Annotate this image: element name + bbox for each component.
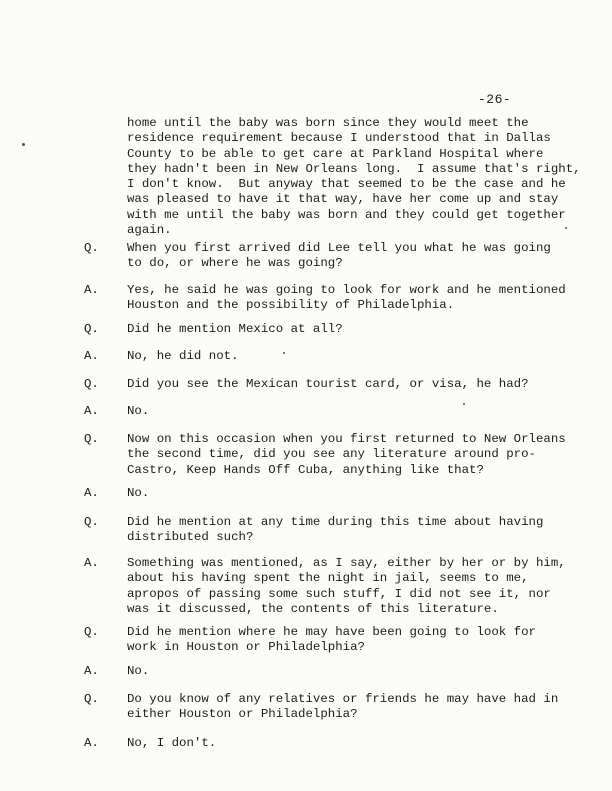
qa-text: Did you see the Mexican tourist card, or visa, he had? (127, 377, 529, 391)
qa-label: A. (84, 486, 99, 500)
qa-label: A. (84, 404, 99, 418)
qa-label: A. (84, 736, 99, 750)
scan-speck (565, 227, 567, 229)
qa-text: Did he mention at any time during this time about having distributed such? (127, 515, 544, 545)
qa-text: Do you know of any relatives or friends he may have had in either Houston or Philadelphia? (127, 692, 559, 722)
intro-line: home until the baby was born since they would meet the (127, 116, 529, 130)
qa-label: A. (84, 556, 99, 570)
qa-text: Now on this occasion when you first returned to New Orleans the second time, did you see any literature around pro- Castro, Keep Hands Off Cuba, anything like that? (127, 432, 566, 477)
intro-line: with me until the baby was born and they could get together (127, 207, 566, 222)
qa-label: Q. (84, 241, 99, 255)
qa-label: Q. (84, 625, 99, 639)
qa-label: A. (84, 349, 99, 363)
intro-line: I don't know. But anyway that seemed to be the case and he (127, 177, 566, 192)
qa-label: Q. (84, 322, 99, 336)
intro-line: County to be able to get care at Parkland Hospital where (127, 146, 544, 161)
qa-label: Q. (84, 515, 99, 529)
qa-text: Yes, he said he was going to look for work and he mentioned Houston and the possibility of Philadelphia. (127, 283, 566, 313)
intro-line: they hadn't been in New Orleans long. I assume that's right, (127, 161, 581, 176)
intro-line: residence requirement because I understood that in Dallas (127, 131, 551, 146)
scan-speck (463, 403, 465, 405)
qa-label: Q. (84, 692, 99, 706)
qa-text: Something was mentioned, as I say, either by her or by him, about his having spent the night in jail, seems to me, apropos of passing some such stuff, I did not see it, nor was it discussed, the contents of this literature. (127, 556, 566, 616)
qa-text: No. (127, 664, 150, 678)
qa-label: Q. (84, 432, 99, 446)
page-number: -26- (478, 92, 512, 107)
intro-line: again. (127, 223, 172, 238)
qa-text: No, he did not. (127, 349, 239, 363)
qa-text: No. (127, 486, 150, 500)
scan-speck (22, 143, 25, 146)
qa-label: A. (84, 283, 99, 297)
intro-paragraph (127, 116, 581, 238)
qa-text: No. (127, 404, 150, 418)
qa-text: Did he mention where he may have been going to look for work in Houston or Philadelphia? (127, 625, 536, 655)
intro-line: was pleased to have it that way, have her come up and stay (127, 192, 559, 207)
qa-text: No, I don't. (127, 736, 217, 750)
qa-text: Did he mention Mexico at all? (127, 322, 343, 336)
scan-speck (283, 352, 285, 354)
qa-text: When you first arrived did Lee tell you what he was going to do, or where he was going? (127, 241, 551, 271)
qa-label: Q. (84, 377, 99, 391)
qa-label: A. (84, 664, 99, 678)
